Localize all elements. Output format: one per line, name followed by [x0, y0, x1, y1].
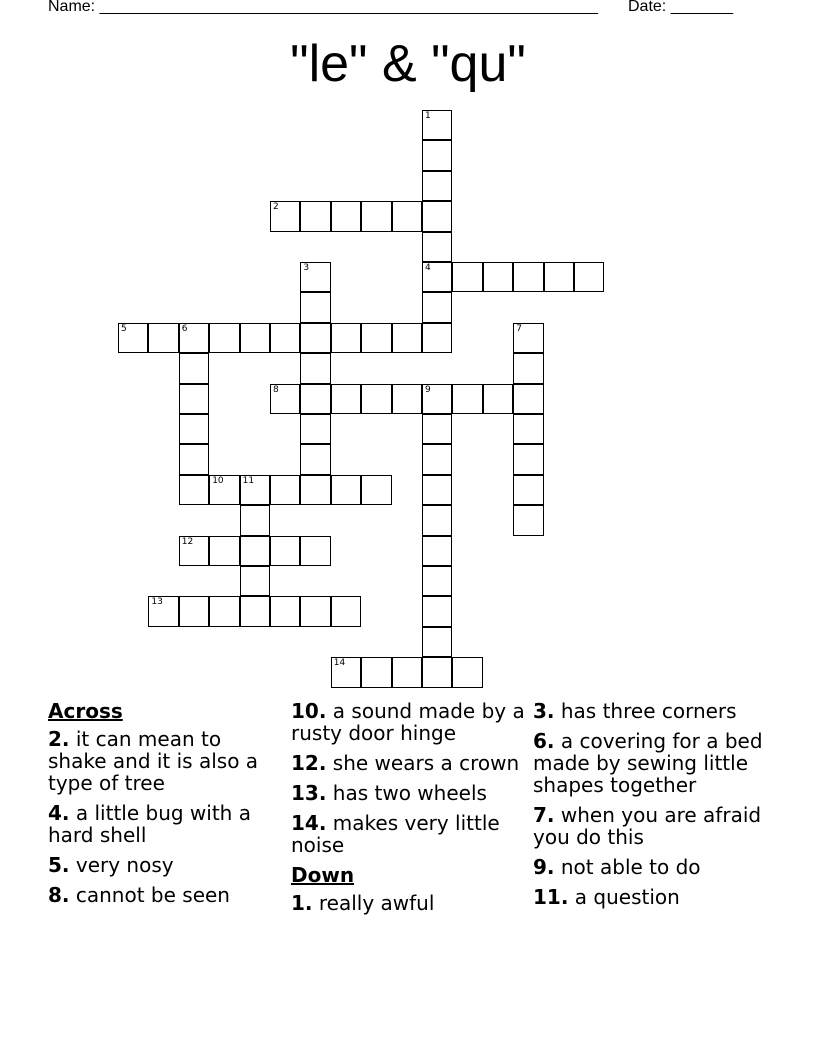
grid-cell[interactable] [179, 444, 209, 474]
grid-cell[interactable] [361, 201, 391, 231]
grid-cell[interactable] [179, 323, 209, 353]
grid-cell[interactable] [331, 596, 361, 626]
grid-cell[interactable] [392, 323, 422, 353]
grid-cell[interactable] [300, 384, 330, 414]
clue-down-1: 1. really awful [291, 891, 435, 915]
grid-cell[interactable] [422, 201, 452, 231]
grid-cell[interactable] [513, 414, 543, 444]
clues-column-2 [291, 700, 531, 922]
grid-cell[interactable] [422, 475, 452, 505]
grid-cell[interactable] [422, 657, 452, 687]
clues-column-3 [533, 700, 773, 916]
name-field-label: Name: ________________________________________________________ [48, 0, 598, 15]
grid-cell[interactable] [422, 596, 452, 626]
grid-cell[interactable] [513, 353, 543, 383]
grid-cell[interactable] [422, 505, 452, 535]
grid-cell[interactable] [300, 536, 330, 566]
grid-cell[interactable] [179, 536, 209, 566]
grid-cell[interactable] [179, 475, 209, 505]
grid-cell[interactable] [331, 657, 361, 687]
grid-cell[interactable] [118, 323, 148, 353]
grid-cell[interactable] [513, 384, 543, 414]
clue-across-13: 13. has two wheels [291, 781, 487, 805]
grid-cell-number: 11 [242, 475, 255, 486]
grid-cell-number: 5 [121, 323, 127, 334]
grid-cell[interactable] [148, 323, 178, 353]
grid-cell[interactable] [361, 384, 391, 414]
grid-cell[interactable] [300, 262, 330, 292]
grid-cell[interactable] [209, 323, 239, 353]
grid-cell[interactable] [300, 444, 330, 474]
grid-cell[interactable] [270, 475, 300, 505]
grid-cell[interactable] [300, 292, 330, 322]
grid-cell[interactable] [513, 262, 543, 292]
grid-cell[interactable] [300, 596, 330, 626]
grid-cell[interactable] [452, 384, 482, 414]
grid-cell-number: 13 [151, 597, 163, 608]
clue-down-7: 7. when you are afraid you do this [533, 803, 762, 849]
grid-cell[interactable] [483, 262, 513, 292]
grid-cell[interactable] [422, 232, 452, 262]
grid-cell[interactable] [513, 505, 543, 535]
grid-cell[interactable] [240, 566, 270, 596]
grid-cell[interactable] [361, 475, 391, 505]
grid-cell[interactable] [209, 596, 239, 626]
grid-cell[interactable] [270, 536, 300, 566]
grid-cell[interactable] [270, 596, 300, 626]
grid-cell[interactable] [300, 353, 330, 383]
grid-cell-number: 1 [425, 111, 431, 121]
grid-cell[interactable] [179, 353, 209, 383]
clue-across-4: 4. a little bug with a hard shell [48, 801, 251, 847]
grid-cell-number: 14 [333, 658, 346, 669]
grid-cell[interactable] [422, 627, 452, 657]
clue-down-3: 3. has three corners [533, 699, 737, 723]
grid-cell[interactable] [422, 110, 452, 140]
clue-across-10: 10. a sound made by a rusty door hinge [291, 699, 525, 745]
grid-cell[interactable] [422, 536, 452, 566]
grid-cell[interactable] [240, 475, 270, 505]
clues-column-1 [48, 700, 283, 914]
grid-cell[interactable] [574, 262, 604, 292]
grid-cell[interactable] [422, 262, 452, 292]
grid-cell-number: 7 [516, 323, 522, 334]
grid-cell[interactable] [179, 596, 209, 626]
grid-cell[interactable] [270, 323, 300, 353]
grid-cell[interactable] [422, 384, 452, 414]
grid-cell[interactable] [392, 657, 422, 687]
grid-cell-number: 2 [273, 202, 279, 213]
grid-cell[interactable] [300, 475, 330, 505]
grid-cell[interactable] [513, 444, 543, 474]
page-title: "le" & "qu" [290, 35, 526, 93]
grid-cell[interactable] [513, 323, 543, 353]
across-heading: Across [48, 699, 123, 723]
clue-across-14: 14. makes very little noise [291, 811, 500, 857]
grid-cell-number: 6 [181, 323, 188, 334]
grid-cell[interactable] [240, 323, 270, 353]
clue-down-9: 9. not able to do [533, 855, 701, 879]
grid-cell[interactable] [422, 171, 452, 201]
grid-cell[interactable] [422, 323, 452, 353]
grid-cell[interactable] [179, 414, 209, 444]
grid-cell[interactable] [392, 384, 422, 414]
grid-cell[interactable] [331, 384, 361, 414]
grid-cell[interactable] [270, 384, 300, 414]
grid-cell[interactable] [331, 201, 361, 231]
clue-across-12: 12. she wears a crown [291, 751, 520, 775]
grid-cell[interactable] [361, 323, 391, 353]
grid-cell[interactable] [331, 323, 361, 353]
grid-cell[interactable] [240, 536, 270, 566]
grid-cell[interactable] [209, 536, 239, 566]
grid-cell[interactable] [270, 201, 300, 231]
date-field-label: Date: _______ [628, 0, 733, 15]
grid-cell[interactable] [179, 384, 209, 414]
grid-cell[interactable] [361, 657, 391, 687]
grid-cell-number: 8 [273, 384, 279, 395]
grid-cell[interactable] [209, 475, 239, 505]
grid-cell[interactable] [148, 596, 178, 626]
grid-cell[interactable] [300, 201, 330, 231]
grid-cell[interactable] [452, 657, 482, 687]
clue-across-2: 2. it can mean to shake and it is also a type of tree [48, 727, 259, 795]
clue-across-8: 8. cannot be seen [48, 883, 230, 907]
clue-across-5: 5. very nosy [48, 853, 174, 877]
grid-cell[interactable] [544, 262, 574, 292]
clue-down-6: 6. a covering for a bed made by sewing little shapes together [533, 729, 763, 797]
grid-cell-number: 4 [425, 263, 431, 273]
grid-cell[interactable] [300, 414, 330, 444]
grid-cell-number: 12 [181, 536, 194, 547]
grid-cell[interactable] [483, 384, 513, 414]
grid-cell[interactable] [422, 292, 452, 322]
grid-cell[interactable] [422, 566, 452, 596]
grid-cell[interactable] [331, 475, 361, 505]
grid-cell-number: 10 [212, 475, 224, 486]
grid-cell[interactable] [240, 596, 270, 626]
grid-cell[interactable] [392, 201, 422, 231]
grid-cell[interactable] [300, 323, 330, 353]
grid-cell[interactable] [422, 414, 452, 444]
grid-cell[interactable] [513, 475, 543, 505]
grid-cell[interactable] [452, 262, 482, 292]
grid-cell[interactable] [422, 140, 452, 170]
clue-down-11: 11. a question [533, 885, 680, 909]
grid-cell-number: 9 [425, 384, 431, 395]
grid-cell-number: 3 [303, 263, 310, 273]
grid-cell[interactable] [422, 444, 452, 474]
down-heading: Down [291, 863, 355, 887]
grid-cell[interactable] [240, 505, 270, 535]
